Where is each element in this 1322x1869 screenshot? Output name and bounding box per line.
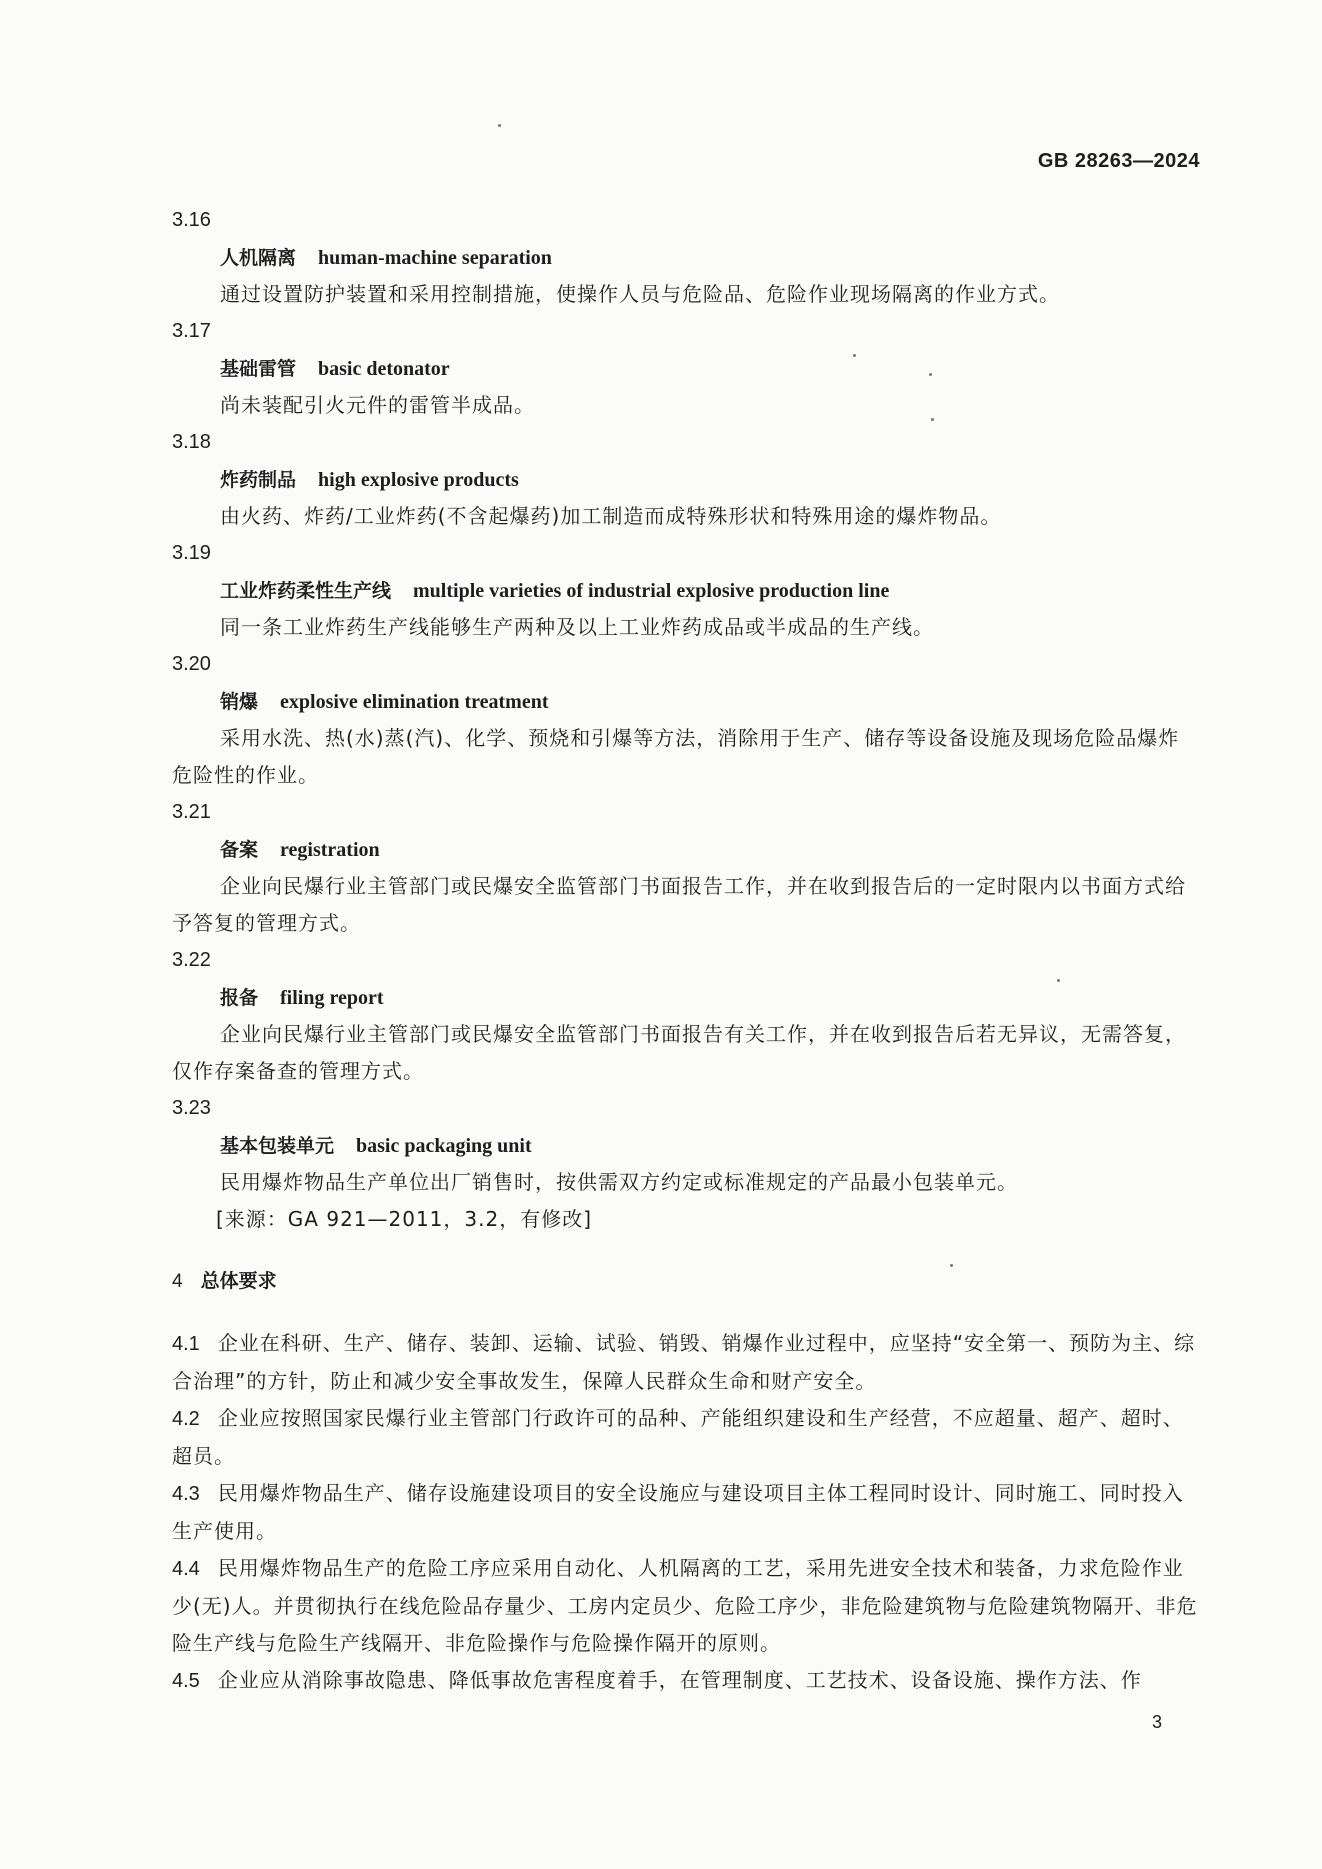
clause-item xyxy=(172,1400,1200,1475)
term-heading xyxy=(172,239,1200,276)
term-entry xyxy=(172,202,1200,313)
term-definition: 通过设置防护装置和采用控制措施，使操作人员与危险品、危险作业现场隔离的作业方式。 xyxy=(220,282,1060,306)
scan-speck xyxy=(498,124,501,127)
chapter-number: 4 xyxy=(172,1271,183,1292)
term-zh: 工业炸药柔性生产线 xyxy=(220,580,392,602)
clause-item xyxy=(172,1550,1200,1662)
term-definition: 企业向民爆行业主管部门或民爆安全监管部门书面报告有关工作，并在收到报告后若无异议，无需答复，仅作存案备查的管理方式。 xyxy=(172,1022,1186,1083)
term-definition: 同一条工业炸药生产线能够生产两种及以上工业炸药成品或半成品的生产线。 xyxy=(220,615,934,639)
term-definition: 采用水洗、热(水)蒸(汽)、化学、预烧和引爆等方法，消除用于生产、储存等设备设施及现场危险品爆炸危险性的作业。 xyxy=(172,726,1180,787)
term-en: basic packaging unit xyxy=(356,1135,532,1157)
clause-number: 4.5 xyxy=(172,1670,200,1692)
term-number: 3.21 xyxy=(172,801,211,823)
term-entry xyxy=(172,942,1200,1090)
content-body xyxy=(172,202,1200,1700)
term-en: explosive elimination treatment xyxy=(280,691,549,713)
clause-text: 民用爆炸物品生产的危险工序应采用自动化、人机隔离的工艺，采用先进安全技术和装备，力求危险作业少(无)人。并贯彻执行在线危险品存量少、工房内定员少、危险工序少，非危险建筑物与危险建筑物隔开、非危险生产线与危险生产线隔开、非危险操作与危险操作隔开的原则。 xyxy=(172,1556,1198,1655)
term-zh: 人机隔离 xyxy=(220,247,297,269)
standard-code: GB 28263—2024 xyxy=(1037,150,1200,172)
term-entry xyxy=(172,424,1200,535)
term-en: human-machine separation xyxy=(318,247,552,269)
scan-speck xyxy=(1057,979,1060,982)
term-entry xyxy=(172,794,1200,942)
scan-speck xyxy=(853,354,856,357)
term-entry xyxy=(172,646,1200,794)
term-heading xyxy=(172,350,1200,387)
term-en: multiple varieties of industrial explosive production line xyxy=(413,580,890,602)
term-en: registration xyxy=(280,839,380,861)
term-entry xyxy=(172,313,1200,424)
term-heading xyxy=(172,461,1200,498)
term-entry xyxy=(172,535,1200,646)
scan-speck xyxy=(950,1264,953,1267)
scan-speck xyxy=(931,418,934,421)
term-entry xyxy=(172,1090,1200,1201)
term-heading xyxy=(172,683,1200,720)
term-heading xyxy=(172,1127,1200,1164)
clause-number: 4.3 xyxy=(172,1483,200,1505)
term-en: basic detonator xyxy=(318,358,450,380)
term-zh: 基础雷管 xyxy=(220,358,297,380)
terms-list xyxy=(172,202,1200,1201)
term-zh: 备案 xyxy=(220,839,259,861)
term-number: 3.23 xyxy=(172,1097,211,1119)
term-en: high explosive products xyxy=(318,469,519,491)
clause-item xyxy=(172,1662,1200,1700)
source-note: [来源：GA 921—2011，3.2，有修改] xyxy=(216,1207,593,1231)
chapter-heading xyxy=(172,1263,1200,1300)
clause-item xyxy=(172,1475,1200,1550)
term-definition: 尚未装配引火元件的雷管半成品。 xyxy=(220,393,535,417)
term-definition: 企业向民爆行业主管部门或民爆安全监管部门书面报告工作，并在收到报告后的一定时限内以书面方式给予答复的管理方式。 xyxy=(172,874,1186,935)
term-number: 3.17 xyxy=(172,320,211,342)
scan-speck xyxy=(929,373,932,376)
clause-item xyxy=(172,1325,1200,1400)
term-heading xyxy=(172,831,1200,868)
term-heading xyxy=(172,572,1200,609)
term-zh: 炸药制品 xyxy=(220,469,297,491)
term-number: 3.20 xyxy=(172,653,211,675)
term-number: 3.19 xyxy=(172,542,211,564)
clause-text: 企业在科研、生产、储存、装卸、运输、试验、销毁、销爆作业过程中，应坚持“安全第一、预防为主、综合治理”的方针，防止和减少安全事故发生，保障人民群众生命和财产安全。 xyxy=(172,1331,1196,1393)
chapter-title: 总体要求 xyxy=(200,1270,277,1292)
clause-number: 4.4 xyxy=(172,1558,200,1580)
clauses-list xyxy=(172,1325,1200,1700)
clause-text: 企业应按照国家民爆行业主管部门行政许可的品种、产能组织建设和生产经营，不应超量、超产、超时、超员。 xyxy=(172,1406,1184,1468)
clause-number: 4.1 xyxy=(172,1333,200,1355)
term-heading xyxy=(172,979,1200,1016)
term-number: 3.22 xyxy=(172,949,211,971)
term-definition: 由火药、炸药/工业炸药(不含起爆药)加工制造而成特殊形状和特殊用途的爆炸物品。 xyxy=(220,504,1002,528)
clause-text: 民用爆炸物品生产、储存设施建设项目的安全设施应与建设项目主体工程同时设计、同时施工、同时投入生产使用。 xyxy=(172,1481,1184,1543)
term-number: 3.16 xyxy=(172,209,211,231)
clause-number: 4.2 xyxy=(172,1408,200,1430)
term-zh: 报备 xyxy=(220,987,259,1009)
term-zh: 销爆 xyxy=(220,691,259,713)
page-number: 3 xyxy=(1151,1712,1162,1732)
term-en: filing report xyxy=(280,987,384,1009)
clause-text: 企业应从消除事故隐患、降低事故危害程度着手，在管理制度、工艺技术、设备设施、操作方法、作 xyxy=(217,1668,1142,1692)
term-definition: 民用爆炸物品生产单位出厂销售时，按供需双方约定或标准规定的产品最小包装单元。 xyxy=(220,1170,1018,1194)
term-zh: 基本包装单元 xyxy=(220,1135,335,1157)
term-number: 3.18 xyxy=(172,431,211,453)
